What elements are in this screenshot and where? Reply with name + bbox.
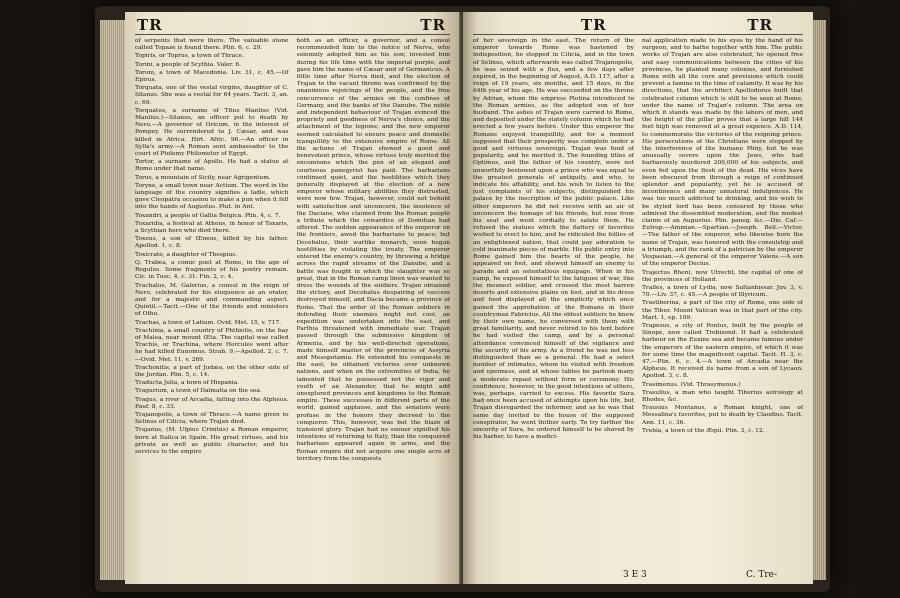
left-running-head-right: TR: [420, 16, 446, 34]
entry-paragraph: Trapezus, a city of Pontus, built by the people of Sinope, now called Trebizond. It had a celebrated harbour on the Euxine sea and became famous under the emperors of the eastern empire, of which it was for some time the magnificent capital. Tacit. H. 3, c. 47.—Plin. 6, c. 4.—A town of Arcadia near the Alpheus. It received its name from a son of Lycaon. Apollod. 3, c. 8.: [642, 322, 803, 380]
entry-paragraph: Toxaridia, a festival at Athens, in honor of Toxaris, a Scythian hero who died there.: [135, 220, 289, 235]
left-column-1: [135, 38, 289, 564]
entry-paragraph: Q. Trabea, a comic poet at Rome, in the age of Regulus. Some fragments of his poetry remain. Cic. in Tusc. 4, c. 31. Fin. 2, c. 4.: [135, 259, 289, 281]
right-running-head-right: TR: [747, 16, 773, 34]
left-page-columns: [135, 38, 450, 564]
entry-paragraph: Trastiberina, a part of the city of Rome, one side of the Tiber. Mount Vatican was in that part of the city. Mart. 1, ep. 109.: [642, 300, 803, 321]
entry-paragraph: Toryne, a small town near Actium. The word in the language of the country signifies a ladle, which gave Cleopatra occasion to make a pun when it fell into the hands of Augustus. Plut. in Ant.: [135, 182, 289, 211]
left-page-edges: [100, 20, 125, 580]
left-running-head: TR: [137, 16, 163, 34]
entry-paragraph: Trachalus, M. Galerius, a consul in the reign of Nero, celebrated for his eloquence as an orator, and for a majestic and commanding aspect. Quintil.—Tacit.—One of the friends and ministers of Otho.: [135, 282, 289, 318]
entry-paragraph: Trachas, a town of Latium. Ovid. Met. 15, v. 717.: [135, 319, 281, 326]
entry-paragraph: Trajanopolis, a town of Thrace.—A name given to Selinus of Cilicia, where Trajan died.: [135, 411, 289, 426]
entry-paragraph: nal application made to his eyes by the hand of his surgeon, and to bathe together with him. The public works of Trajan are also celebrated, he opened free and easy communications between the cities of his provinces, he planted many colonies, and furnished Rome with all the corn and provisions which could prevent a famine in the time of calamity. It was by his directions, that the architect Apollodorus built that celebrated column which is still to be seen at Rome, under the name of Trajan's column. The area on which it stands was made by the labors of men, and the height of the pillar proves that a large hill 144 feet high was removed at a great expence. A.D. 114, to commemorate the victories of the reigning prince. His persecutions of the Christians were stopped by the interference of the humane Pliny, but he was unusually severe upon the Jews, who had barbarously murdered 200,000 of his subjects, and even fed upon the flesh of the dead. His vices have been obscured from through a reign of continued splendor and popularity, yet he is accused of incontinence and many unnatural indulgences. He was too much addicted to drinking, and his wish to be styled lord has been censured by those who admired the dissembled moderation, and the modest claims of an Augustus. Plin. paneg. &c.—Dio. Caf.—Eutrop.—Ammian.—Spartian.—Joseph. Bell.—Victor.—The father of the emperor, who likewise bore the name of Trajan, was honored with the consulship and a triumph, and the rank of a patrician by the emperor Vespasian.—A general of the emperor Valens.—A son of the emperor Decius.: [642, 38, 803, 268]
entry-paragraph: Trebia, a town of the Æqui. Plin. 3, c. 12.: [642, 427, 765, 434]
entry-paragraph: Torquata, one of the vestal virgins, daughter of C. Silanus. She was a vestal for 64 years. Tacit. 3, an. c. 69.: [135, 85, 289, 106]
entry-paragraph: Tortor, a surname of Apollo. He had a statue at Rome under that name.: [135, 159, 289, 173]
entry-paragraph: Tralles, a town of Lydia, now Sultanhissar. Juv. 3, v. 70.—Liv. 37, c. 45.—A people of Illyricum.: [642, 284, 803, 299]
header-rule: [135, 34, 450, 35]
entry-paragraph: Trachonitis, a part of Judæa, on the other side of the Jordan. Plin. 5, c. 14.: [135, 364, 289, 378]
entry-paragraph: Torini, a people of Scythia. Valer. 6.: [135, 61, 242, 68]
entry-paragraph: Trajectus Rheni, now Utrecht, the capital of one of the provinces of Holland.: [642, 269, 803, 283]
right-page-edges: [812, 20, 826, 580]
entry-paragraph: Trasullus, a man who taught Tiberius astrology at Rhodes, &c.: [642, 389, 803, 403]
left-page: [125, 12, 460, 584]
entry-paragraph: both as an officer, a governor, and a consul recommended him to the notice of Nerva, who solemnly adopted him as his son; invested him during his life time with the imperial purple, and gave him the name of Cæsar and of Germanicus. A little time after Nerva died, and the election of Trajan to the vacant throne was confirmed by the unanimous rejoicings of the people, and the free concurrence of the armies on the confines of Germany, and the banks of the Danube. The noble and independent behaviour of Trajan evinced the propriety and goodness of Nerva's choice, and the attachment of the legions; and the new emperor seemed calculated to ensure peace and domestic tranquillity to the extensive empire of Rome. All the actions of Trajan shewed a good and benevolent prince, whose virtues truly merited the encomiums which the pen of an elegant and courteous panegyrist has paid. The barbarians continued quiet, and the hostilities which they generally displayed at the election of a new emperor whose military abilities they distrusted, were now few. Trajan, however, could not behold with satisfaction and unconcern, the insolence of the Dacians, who claimed from the Roman people a tribute which the cowardice of Domitian had offered. The sudden appearance of the emperor on the frontiers, awed the barbarians to peace; but Decebalus, their warlike monarch, soon began hostilities by violating the treaty. The emperor entered the enemy's country, by throwing a bridge across the rapid streams of the Danube, and a battle was fought in which the slaughter was so great, that in the Roman camp linen was wanted to dress the wounds of the soldiers. Trajan obtained the victory, and Decebalus despairing of success destroyed himself, and Dacia became a province of Rome. That the ardor of the Roman soldiers in defending their enemies might not cool, an expedition was undertaken into the east, and Parthia threatened with immediate war. Trajan passed through the submissive kingdom of Armenia, and by his well-directed operations, made himself master of the provinces of Assyria and Mesopotamia. He extended his conquests in the east, he obtained victories over unknown nations, and when on the extremities of India, he lamented that he possessed not the vigor and youth of an Alexander, that he might add unexplored provinces and kingdoms to the Roman empire. These successes in different parts of the world, gained applause, and the senators were profuse in the honors they decreed to the conqueror. This, however, was but the blaze of transient glory. Trajan had no sooner signified his intentions of returning to Italy, than the conquered barbarians appeared again in arms, and the Roman empire did not acquire one single acre of territory from the conquests: [296, 38, 450, 462]
right-column-1: [473, 38, 634, 564]
entry-paragraph: of serpents that were there. The valuable stone called Topaze is found there. Plin. 6, c. 29.: [135, 38, 289, 52]
left-column-2: [297, 38, 451, 564]
entry-paragraph: Toroni, a town of Macedonia. Liv. 31, c. 45.—Of Epirus.: [135, 69, 289, 84]
entry-paragraph: Trachinia, a small country of Phthiotis, on the bay of Malea, near mount Œta. The capital was called Trachis, or Trachina, where Hercules went after he had killed Eunomus. Strab. 9.—Apollod. 2, c. 7.—Ovid. Met. 11, v. 269.: [135, 327, 289, 363]
entry-paragraph: Tragurium, a town of Dalmatia on the sea.: [135, 388, 262, 395]
catchword: C. Tre-: [746, 570, 777, 580]
header-rule: [473, 34, 803, 35]
entry-paragraph: Toxicrate, a daughter of Thespius.: [135, 251, 238, 258]
right-page: [463, 12, 813, 584]
entry-paragraph: Torquatus, a surname of Titus Manlius (Vid. Manlius.)—Silanus, an officer put to death by Nero.—A governor of Oricum, in the interest of Pompey. He surrendered to J. Cæsar, and was killed in Africa. Hirt. Afric. 96.—An officer in Sylla's army.—A Roman sent ambassador to the court of Ptolemy Philometor of Egypt.: [135, 107, 289, 158]
entry-paragraph: of her sovereign in the east. The return of the emperor towards Rome was hastened by indisposition, he stopped in Cilicia, and in the town of Selinus, which afterwards was called Trajanopolis, he was seized with a flux, and a few days after expired, in the beginning of August, A.D. 117, after a reign of 19 years, six months, and 15 days, in the 64th year of his age. He was succeeded on the throne by Adrian, whom the empress Plotina introduced to the Roman armies, as the adopted son of her husband. The ashes of Trajan were carried to Rome, and deposited under the stately column which he had erected a few years before. Under this emperor the Romans enjoyed tranquillity, and for a moment supposed that their prosperity was complete under a good and virtuous sovereign. Trajan was fond of popularity, and he merited it. The founding titles of Optimus, and the father of his country, were not unworthily bestowed upon a prince who was equal to the greatest generals of antiquity, and who, to indicate his affability, and his wish to listen to the just complaints of his subjects, distinguished his palace by the inscription of the public palace. Like other emperors he did not receive with an air of unconcern the homage of his friends, but rose from his seat and went cordially to salute them. He refused the statues which the flattery of favorites wished to erect to him, and he ridiculed the follies of an enlightened nation, that could pay adoration to cold inanimate pieces of marble. His public entry into Rome gained him the hearts of the people, he appeared on foot, and shewed himself an enemy to parade and an ostentatious equipage. When in his camp, he exposed himself to the fatigues of war, like the meanest soldier, and crossed the most barren deserts and extensive plains on foot, and in his dress and food displayed all the simplicity which once gained the approbation of the Romans in their countryman Fabricius. All the oldest soldiers he knew by their own name, he conversed with them with great familiarity, and never retired to his tent before he had visited the camp, and by a personal attendance convinced himself of the vigilance and the security of his army. As a friend he was not less distinguished than as a general. He had a select number of intimates, whom he visited with freedom and openness, and at whose tables he partook many a moderate repast without form or ceremony. His confidence, however, in the good intentions of others, was, perhaps, carried to excess. His favorite Sura had once been accused of attempts upon his life, but Trajan disregarded the informer, and as he was that same day invited to the house of the supposed conspirator, he went thither early. To try farther the sincerity of Sura, he ordered himself to be shaved by his barber, to have a medici-: [473, 38, 634, 441]
entry-paragraph: Traducta Julia, a town of Hispania.: [135, 380, 240, 387]
right-running-head: TR: [581, 16, 607, 34]
right-column-2: [642, 38, 803, 564]
entry-paragraph: Toxandri, a people of Gallia Belgica. Plin. 4, c. 7.: [135, 212, 281, 219]
entry-paragraph: Trausius Montanus, a Roman knight, one of Messalina's favorites, put to death by Claudius. Tacit. Ann. 11, c. 36.: [642, 405, 803, 426]
entry-paragraph: Trasimenus. (Vid. Thrasymenus.): [642, 381, 741, 388]
right-page-columns: [473, 38, 803, 564]
entry-paragraph: Trajanus, (M. Ulpius Crinitus) a Roman emperor, born at Italica in Spain. His great virtues, and his private as well as public character, and his services to the empire: [135, 427, 289, 455]
entry-paragraph: Torus, a mountain of Sicily, near Agrigentum.: [135, 174, 271, 181]
signature-mark: 3 E 3: [623, 570, 647, 580]
entry-paragraph: Toxeus, a son of Œneus, killed by his father. Apollod. 1, c. 8.: [135, 236, 289, 250]
entry-paragraph: Tragus, a river of Arcadia, falling into the Alpheus. Pauf. 8, c. 33.: [135, 396, 289, 410]
entry-paragraph: Topiris, or Toprus, a town of Thrace.: [135, 53, 244, 60]
